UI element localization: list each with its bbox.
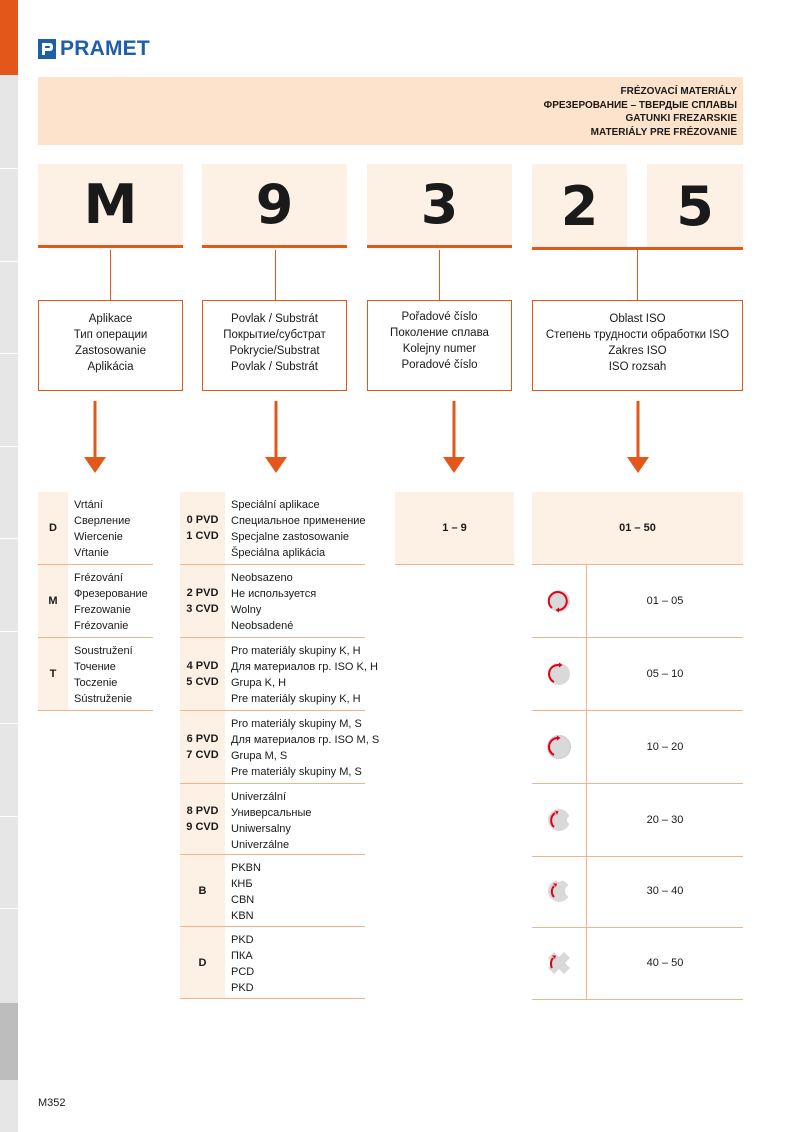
full-circle-arc-icon (546, 588, 572, 614)
code-digit-application: M (38, 164, 183, 248)
coating-code (180, 638, 225, 710)
iso-range-value: 40 – 50 (646, 957, 684, 969)
down-arrow-icon (84, 401, 106, 473)
coating-code-line: 4 PVD (186, 660, 219, 672)
row-line: Универсальные (231, 807, 312, 819)
coating-lines (231, 932, 254, 996)
down-arrow-icon (443, 401, 465, 473)
table-row (180, 711, 380, 784)
table-row (532, 927, 743, 1000)
desc-line: Поколение сплава (390, 327, 489, 339)
section-tab-grey (0, 1003, 18, 1080)
coating-code-line: 7 CVD (186, 749, 219, 761)
desc-line: Pořadové číslo (401, 311, 478, 323)
row-line: Frezowanie (74, 604, 131, 616)
table-row (38, 638, 153, 711)
coating-code-line: D (198, 956, 207, 969)
coating-code (180, 711, 225, 783)
desc-box-coating (202, 300, 347, 391)
coating-code-line: 6 PVD (186, 733, 219, 745)
coating-lines (231, 497, 366, 561)
row-line: Wolny (231, 604, 262, 616)
table-row (180, 927, 365, 999)
row-line: КНБ (231, 878, 253, 890)
desc-line: Povlak / Substrát (231, 313, 318, 325)
table-row (532, 638, 743, 711)
code-digit-iso-units: 5 (647, 164, 743, 248)
desc-box-iso (532, 300, 743, 391)
iso-range-value: 20 – 30 (646, 814, 684, 826)
row-line: Neobsadené (231, 620, 294, 632)
brand-name: PRAMET (60, 37, 150, 60)
connector-line (275, 250, 276, 300)
desc-line: Покрытие/субстрат (223, 329, 326, 341)
row-line: Univerzální (231, 791, 287, 803)
side-tab-strip (0, 0, 18, 1132)
row-line: Specjalne zastosowanie (231, 531, 350, 543)
desc-box-sequence (367, 300, 512, 391)
code-digit-sequence: 3 (367, 164, 512, 248)
row-line: PKD (231, 982, 254, 994)
code-digit-coating: 9 (202, 164, 347, 248)
coating-code-line: 1 CVD (186, 530, 219, 542)
connector-line (637, 250, 638, 300)
row-line: KBN (231, 910, 254, 922)
row-line: Frézovanie (74, 620, 129, 632)
table-row (38, 565, 153, 638)
coating-code-line: 2 PVD (186, 587, 219, 599)
row-line: CBN (231, 894, 255, 906)
row-line: Pro materiály skupiny M, S (231, 718, 362, 730)
table-row (180, 784, 365, 855)
active-section-tab (0, 0, 18, 75)
table-row (180, 565, 365, 638)
sequence-range-header: 1 – 9 (395, 492, 514, 565)
three-quarter-arc-icon (546, 661, 572, 687)
row-line: Pre materiály skupiny K, H (231, 693, 361, 705)
desc-line: Aplikace (88, 313, 133, 325)
row-line: Sústruženie (74, 693, 133, 705)
table-row (38, 492, 153, 565)
page-number: M352 (38, 1097, 66, 1109)
row-line: Špeciálna aplikácia (231, 547, 326, 559)
row-line: Wiercenie (74, 531, 123, 543)
desc-line: Povlak / Substrát (231, 361, 318, 373)
coating-lines (231, 716, 379, 780)
notched-circle-arc-icon (546, 807, 572, 833)
down-arrow-icon (627, 401, 649, 473)
coating-code (180, 492, 225, 564)
desc-box-application (38, 300, 183, 391)
coating-lines (231, 789, 312, 853)
coating-code-line: 3 CVD (186, 603, 219, 615)
section-header-band (38, 77, 743, 145)
row-line: PCD (231, 966, 255, 978)
row-line: Фрезерование (74, 588, 148, 600)
application-code: D (38, 492, 68, 564)
row-line: Pro materiály skupiny K, H (231, 645, 361, 657)
table-row (532, 711, 743, 784)
desc-line: Степень трудности обработки ISO (545, 329, 730, 341)
application-code: T (38, 638, 68, 710)
iso-range-header: 01 – 50 (532, 492, 743, 565)
iso-range-value: 30 – 40 (646, 885, 684, 897)
connector-line (110, 250, 111, 300)
row-line: Neobsazeno (231, 572, 293, 584)
table-row (532, 565, 743, 638)
code-digit-iso-tens: 2 (532, 164, 627, 248)
deep-notched-circle-arc-icon (546, 878, 572, 904)
row-line: Не используется (231, 588, 317, 600)
coating-code-line: 8 PVD (186, 805, 219, 817)
table-row (532, 784, 743, 857)
row-line: Для материалов гр. ISO K, H (231, 661, 378, 673)
row-line: Speciální aplikace (231, 499, 320, 511)
pramet-logo-icon (38, 39, 56, 59)
row-line: Frézování (74, 572, 123, 584)
row-line: PKBN (231, 862, 261, 874)
row-line: Pre materiály skupiny M, S (231, 766, 362, 778)
coating-lines (231, 860, 261, 924)
desc-line: Тип операции (73, 329, 148, 341)
row-line: Специальное применение (231, 515, 366, 527)
row-line: Для материалов гр. ISO M, S (231, 734, 380, 746)
iso-range-value: 05 – 10 (646, 668, 684, 680)
desc-line: Zastosowanie (75, 345, 146, 357)
desc-line: Kolejny numer (402, 343, 477, 355)
table-row (180, 855, 365, 927)
header-title-sk: MATERIÁLY PRE FRÉZOVANIE (590, 126, 737, 138)
row-line: Soustružení (74, 645, 133, 657)
table-row (180, 638, 378, 711)
application-code: M (38, 565, 68, 637)
application-lines (74, 570, 148, 634)
row-line: Grupa M, S (231, 750, 288, 762)
desc-line: Oblast ISO (609, 313, 666, 325)
header-title-ru: ФРЕЗЕРОВАНИЕ – ТВЕРДЫЕ СПЛАВЫ (543, 99, 737, 111)
row-line: Vrtání (74, 499, 103, 511)
serrated-circle-arc-icon (546, 734, 572, 760)
header-title-cz: FRÉZOVACÍ MATERIÁLY (620, 86, 737, 97)
desc-line: Zakres ISO (608, 345, 667, 357)
row-line: Toczenie (74, 677, 118, 689)
coating-code-line: B (198, 884, 207, 897)
application-lines (74, 497, 130, 561)
pramet-logo (38, 37, 150, 61)
desc-line: Aplikácia (87, 361, 134, 373)
desc-line: ISO rozsah (608, 361, 667, 373)
row-line: ПКА (231, 950, 253, 962)
iso-range-value: 01 – 05 (646, 595, 684, 607)
coating-lines (231, 570, 316, 634)
coating-code (180, 565, 225, 637)
table-row (532, 855, 743, 928)
coating-code (180, 927, 225, 998)
desc-line: Pokrycie/Substrat (229, 345, 320, 357)
table-row (180, 492, 365, 565)
row-line: Сверление (74, 515, 131, 527)
coating-code (180, 855, 225, 926)
row-line: Uniwersalny (231, 823, 291, 835)
coating-code-line: 0 PVD (186, 514, 219, 526)
coating-code (180, 784, 225, 854)
row-line: Grupa K, H (231, 677, 287, 689)
coating-lines (231, 643, 378, 707)
row-line: Univerzálne (231, 839, 290, 851)
coating-code-line: 5 CVD (186, 676, 219, 688)
application-lines (74, 643, 133, 707)
row-line: Точение (74, 661, 116, 673)
row-line: Vŕtanie (74, 547, 109, 559)
header-title-pl: GATUNKI FREZARSKIE (625, 113, 737, 124)
iso-range-value: 10 – 20 (646, 741, 684, 753)
desc-line: Poradové číslo (401, 359, 478, 371)
cross-shape-arc-icon (546, 950, 572, 976)
row-line: PKD (231, 934, 254, 946)
down-arrow-icon (265, 401, 287, 473)
coating-code-line: 9 CVD (186, 821, 219, 833)
connector-line (439, 250, 440, 300)
